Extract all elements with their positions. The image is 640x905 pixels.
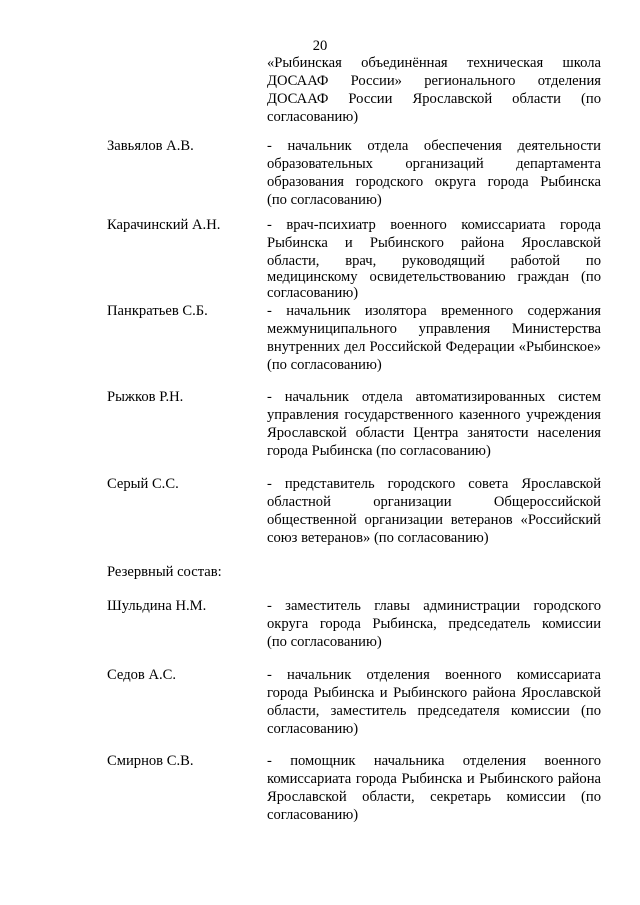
text-line: «Рыбинская объединённая техническая школа — [267, 55, 601, 71]
text-line: согласованию) — [267, 721, 359, 737]
text-line: города Рыбинска и Рыбинского района Ярославской — [267, 685, 601, 701]
member-name: Рыжков Р.Н. — [107, 389, 184, 405]
text-line: согласованию) — [267, 807, 359, 823]
text-line: согласованию) — [267, 285, 359, 301]
member-name: Седов А.С. — [107, 667, 177, 683]
text-line: - помощник начальника отделения военного — [267, 753, 601, 769]
text-line: округа города Рыбинска, председатель комиссии — [267, 616, 601, 632]
member-name: Панкратьев С.Б. — [107, 303, 208, 319]
text-line: образовательных организаций департамента — [267, 156, 601, 172]
text-line: областной организации Общероссийской — [267, 494, 601, 510]
text-line: области, врач, руководящий работой по — [267, 253, 601, 269]
text-line: управления государственного казенного учреждения — [267, 407, 601, 423]
text-line: ДОСААФ России Ярославской области (по — [267, 91, 601, 107]
text-line: Ярославской области, секретарь комиссии (по — [267, 789, 601, 805]
member-name: Серый С.С. — [107, 476, 179, 492]
text-line: - представитель городского совета Ярославской — [267, 476, 601, 492]
text-line: общественной организации ветеранов «Российский — [267, 512, 601, 528]
text-line: ДОСААФ России» регионального отделения — [267, 73, 601, 89]
text-line: - заместитель главы администрации городского — [267, 598, 601, 614]
member-name: Завьялов А.В. — [107, 138, 194, 154]
member-name: Шульдина Н.М. — [107, 598, 207, 614]
reserve-heading: Резервный состав: — [107, 564, 222, 580]
member-name: Смирнов С.В. — [107, 753, 194, 769]
text-line: - врач-психиатр военного комиссариата города — [267, 217, 601, 233]
text-line: (по согласованию) — [267, 357, 382, 373]
text-line: города Рыбинска (по согласованию) — [267, 443, 491, 459]
text-line: внутренних дел Российской Федерации «Рыбинское» — [267, 339, 601, 355]
text-line: комиссариата города Рыбинска и Рыбинского района — [267, 771, 601, 787]
text-line: медицинскому освидетельствованию граждан (по — [267, 269, 601, 285]
page-number: 20 — [312, 38, 328, 54]
text-line: области, заместитель председателя комиссии (по — [267, 703, 601, 719]
text-line: союз ветеранов» (по согласованию) — [267, 530, 489, 546]
member-name: Карачинский А.Н. — [107, 217, 221, 233]
text-line: - начальник отдела обеспечения деятельности — [267, 138, 601, 154]
text-line: образования городского округа города Рыбинска — [267, 174, 601, 190]
text-line: (по согласованию) — [267, 192, 382, 208]
text-line: межмуниципального управления Министерства — [267, 321, 601, 337]
text-line: Ярославской области Центра занятости населения — [267, 425, 601, 441]
text-line: - начальник изолятора временного содержания — [267, 303, 601, 319]
text-line: согласованию) — [267, 109, 359, 125]
text-line: - начальник отдела автоматизированных систем — [267, 389, 601, 405]
text-line: - начальник отделения военного комиссариата — [267, 667, 601, 683]
text-line: (по согласованию) — [267, 634, 382, 650]
text-line: Рыбинска и Рыбинского района Ярославской — [267, 235, 601, 251]
